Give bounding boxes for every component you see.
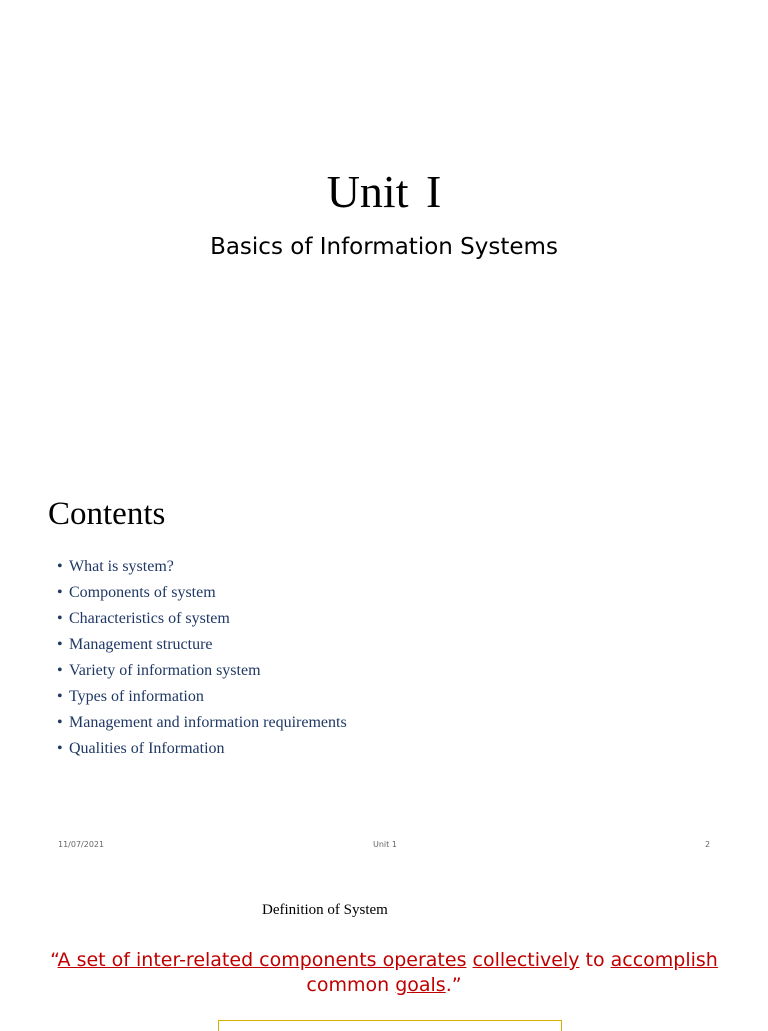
contents-item-text: Types of information [69,688,204,705]
bullet: • [57,558,63,575]
bullet: • [57,636,63,653]
quote-part-2: collectively [472,949,580,971]
definition-slide [0,870,768,1024]
contents-item-text: Characteristics of system [69,610,230,627]
bullet: • [57,610,63,627]
quote-part-3: accomplish [610,949,718,971]
contents-item [57,736,347,762]
contents-item [57,710,347,736]
contents-item [57,554,347,580]
contents-item [57,580,347,606]
bullet: • [57,740,63,757]
quote-part-1: A set of inter-related components operates [57,949,467,971]
footer-date: 11/07/2021 [58,840,105,849]
unit-title: Unit I [326,166,442,217]
contents-item-text: Components of system [69,584,216,601]
definition-box [218,1020,562,1031]
quote-space-2: to [579,949,611,971]
title-slide [0,0,768,470]
quote-space-3: common [306,974,396,996]
contents-item-text: Management structure [69,636,213,653]
bullet: • [57,662,63,679]
bullet: • [57,714,63,731]
bullet: • [57,584,63,601]
contents-slide [0,470,768,870]
footer-page-number: 2 [705,840,711,849]
quote-open: “ [50,949,58,971]
contents-item-text: Qualities of Information [69,740,225,757]
contents-item [57,658,347,684]
contents-item [57,632,347,658]
contents-list [57,554,347,762]
contents-item [57,684,347,710]
contents-item-text: What is system? [69,558,174,575]
contents-item-text: Variety of information system [69,662,261,679]
contents-heading: Contents [48,496,166,532]
footer-unit: Unit 1 [373,840,397,849]
unit-subtitle: Basics of Information Systems [210,234,558,260]
bullet: • [57,688,63,705]
contents-item [57,606,347,632]
definition-quote [0,948,768,998]
contents-item-text: Management and information requirements [69,714,347,731]
quote-close: .” [445,974,462,996]
definition-heading: Definition of System [262,902,388,918]
quote-part-4: goals [395,974,446,996]
